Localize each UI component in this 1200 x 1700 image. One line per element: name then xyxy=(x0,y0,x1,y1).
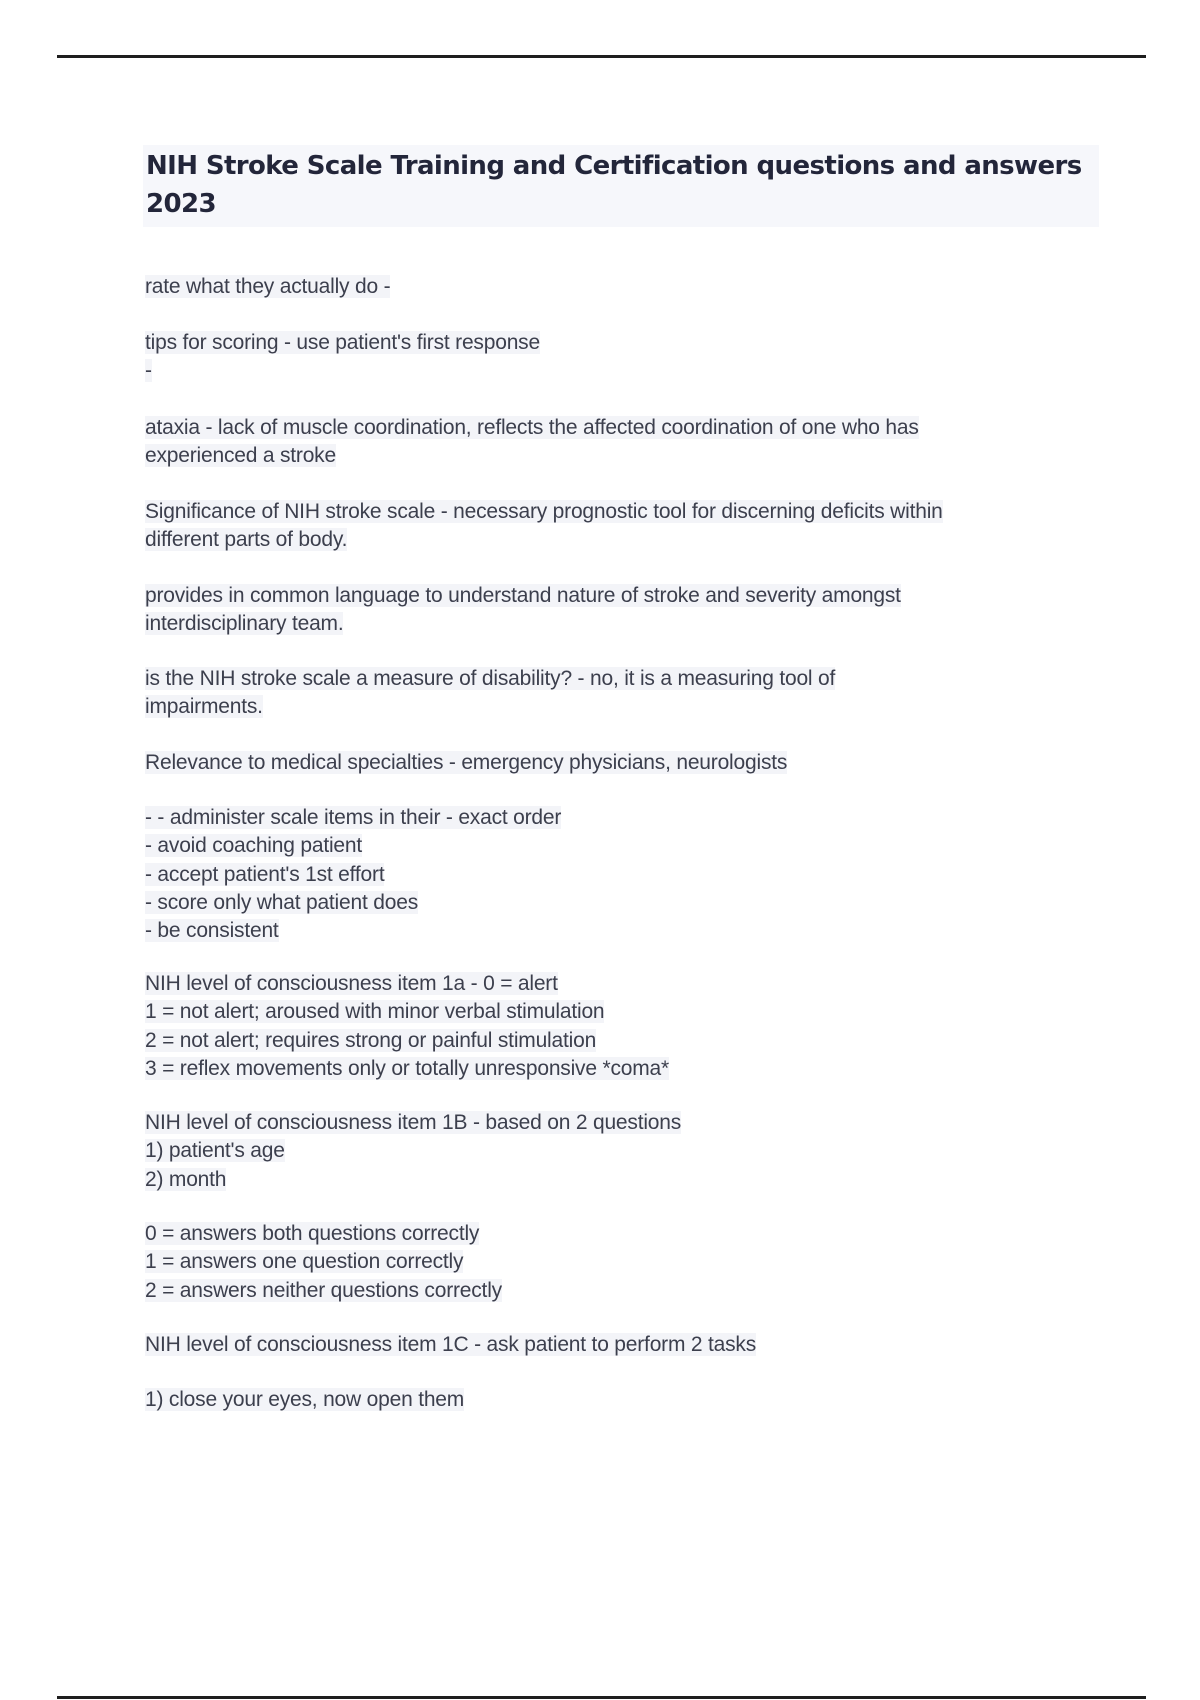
header-rule xyxy=(57,55,1146,58)
qa-paragraph xyxy=(145,1386,464,1414)
paragraph-line xyxy=(145,749,787,777)
paragraph-line xyxy=(145,1248,502,1276)
paragraph-line xyxy=(145,498,943,526)
line-text: Relevance to medical specialties - emergency physicians, neurologists xyxy=(145,751,788,774)
line-text: 3 = reflex movements only or totally unresponsive *coma* xyxy=(145,1056,669,1080)
qa-paragraph xyxy=(145,970,669,1083)
line-text: - xyxy=(145,359,152,383)
paragraph-line xyxy=(145,1109,681,1137)
footer-rule xyxy=(57,1696,1146,1699)
paragraph-line xyxy=(145,804,561,832)
line-text: - avoid coaching patient xyxy=(145,834,363,858)
line-text: 1) patient's age xyxy=(145,1139,285,1163)
paragraph-line xyxy=(145,665,835,693)
paragraph-line xyxy=(145,357,540,385)
line-text: rate what they actually do - xyxy=(145,275,391,298)
paragraph-line xyxy=(145,1166,681,1194)
qa-paragraph xyxy=(145,273,390,301)
qa-paragraph xyxy=(145,582,901,639)
document-title-box xyxy=(143,145,1099,227)
paragraph-line xyxy=(145,1277,502,1305)
line-text: - - administer scale items in their - exact order xyxy=(145,806,562,829)
line-text: 1 = answers one question correctly xyxy=(145,1250,464,1274)
line-text: NIH level of consciousness item 1a - 0 = alert xyxy=(145,972,558,995)
line-text: 2) month xyxy=(145,1167,227,1191)
paragraph-line xyxy=(145,610,901,638)
paragraph-line xyxy=(145,917,561,945)
line-text: ataxia - lack of muscle coordination, reflects the affected coordination of one who has xyxy=(145,416,919,439)
line-text: 0 = answers both questions correctly xyxy=(145,1222,480,1245)
qa-paragraph xyxy=(145,665,835,722)
qa-paragraph xyxy=(145,414,919,471)
line-text: - accept patient's 1st effort xyxy=(145,862,385,886)
line-text: tips for scoring - use patient's first response xyxy=(145,331,540,354)
line-text: 2 = answers neither questions correctly xyxy=(145,1278,502,1302)
paragraph-line xyxy=(145,832,561,860)
line-text: - score only what patient does xyxy=(145,890,418,914)
line-text: impairments. xyxy=(145,695,263,719)
paragraph-line xyxy=(145,273,390,301)
paragraph-line xyxy=(145,526,943,554)
line-text: 1 = not alert; aroused with minor verbal stimulation xyxy=(145,1000,605,1024)
qa-paragraph xyxy=(145,804,561,945)
line-text: experienced a stroke xyxy=(145,444,336,468)
paragraph-line xyxy=(145,1055,669,1083)
line-text: interdisciplinary team. xyxy=(145,612,344,636)
paragraph-line xyxy=(145,1027,669,1055)
line-text: provides in common language to understand nature of stroke and severity amongst xyxy=(145,584,901,607)
line-text: is the NIH stroke scale a measure of disability? - no, it is a measuring tool of xyxy=(145,667,836,690)
document-title xyxy=(146,147,1096,223)
paragraph-line xyxy=(145,1137,681,1165)
paragraph-line xyxy=(145,998,669,1026)
line-text: Significance of NIH stroke scale - necessary prognostic tool for discerning deficits within xyxy=(145,500,943,523)
line-text: NIH level of consciousness item 1B - based on 2 questions xyxy=(145,1111,682,1134)
qa-paragraph xyxy=(145,749,787,777)
qa-paragraph xyxy=(145,1109,681,1194)
line-text: 1) close your eyes, now open them xyxy=(145,1388,465,1411)
paragraph-line xyxy=(145,582,901,610)
paragraph-line xyxy=(145,1331,756,1359)
line-text: different parts of body. xyxy=(145,528,348,552)
line-text: 2 = not alert; requires strong or painful stimulation xyxy=(145,1028,597,1052)
line-text: - be consistent xyxy=(145,919,279,943)
paragraph-line xyxy=(145,1220,502,1248)
paragraph-line xyxy=(145,414,919,442)
qa-paragraph xyxy=(145,1220,502,1305)
qa-paragraph xyxy=(145,329,540,386)
paragraph-line xyxy=(145,889,561,917)
qa-paragraph xyxy=(145,1331,756,1359)
line-text: NIH level of consciousness item 1C - ask patient to perform 2 tasks xyxy=(145,1333,757,1356)
paragraph-line xyxy=(145,329,540,357)
paragraph-line xyxy=(145,693,835,721)
paragraph-line xyxy=(145,861,561,889)
title-line: NIH Stroke Scale Training and Certification questions and answers xyxy=(146,151,1082,181)
title-line: 2023 xyxy=(146,189,216,219)
paragraph-line xyxy=(145,1386,464,1414)
paragraph-line xyxy=(145,442,919,470)
paragraph-line xyxy=(145,970,669,998)
qa-paragraph xyxy=(145,498,943,555)
